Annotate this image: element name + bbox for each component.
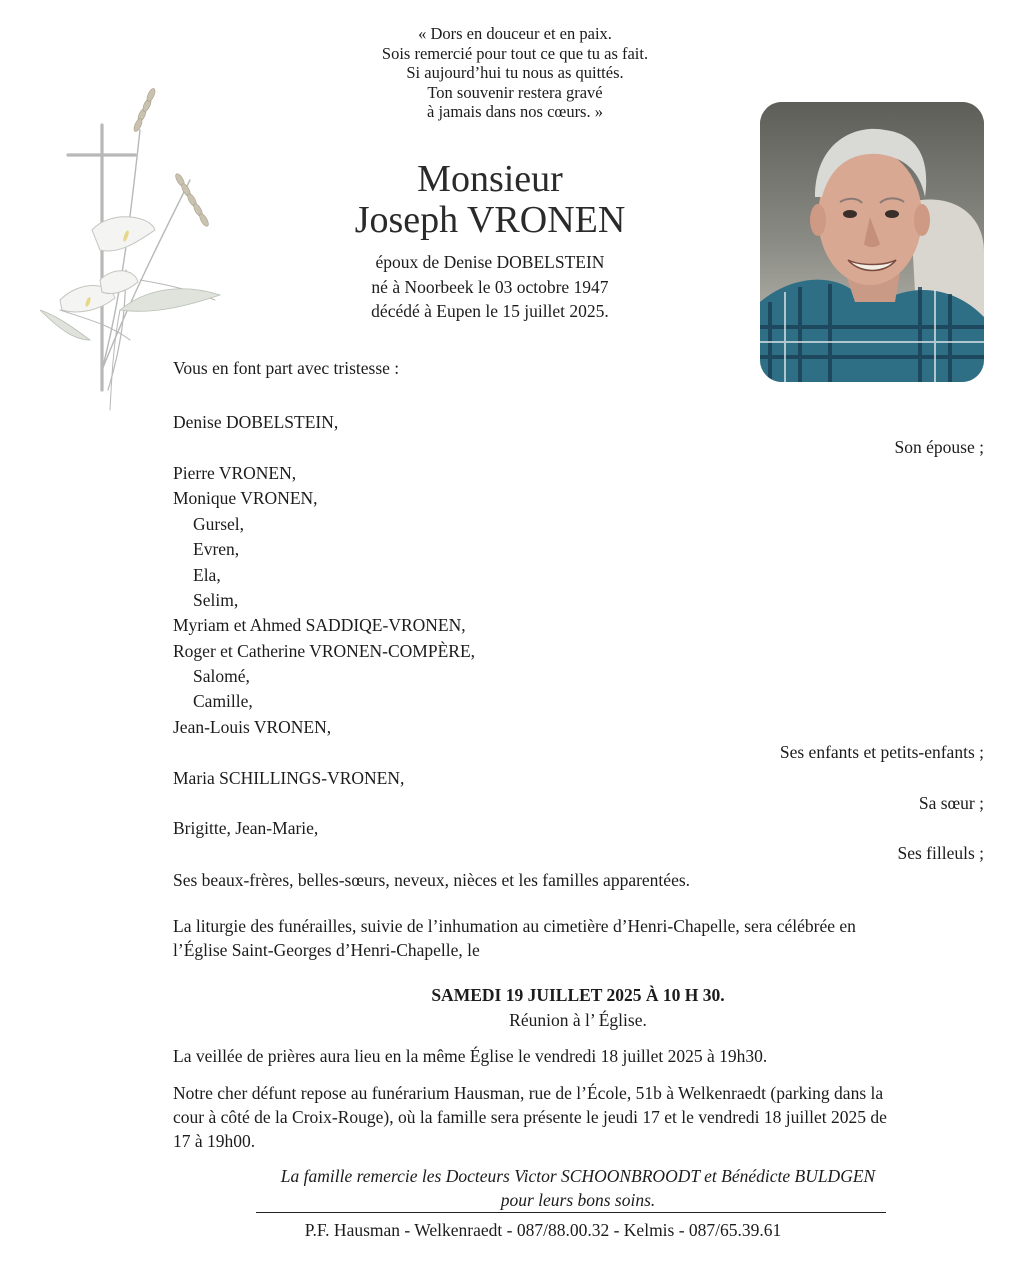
vigil-line: La veillée de prières aura lieu en la même Église le vendredi 18 juillet 2025 à 19h30. — [173, 1046, 768, 1066]
family-member: Myriam et Ahmed SADDIQE-VRONEN, — [173, 615, 466, 635]
children-role: Ses enfants et petits-enfants ; — [779, 742, 984, 762]
thanks-line: pour leurs bons soins. — [500, 1190, 656, 1210]
family-member: Gursel, — [193, 514, 245, 534]
poem-line: à jamais dans nos cœurs. » — [427, 102, 603, 122]
death-line: décédé à Eupen le 15 juillet 2025. — [371, 301, 609, 321]
family-member: Evren, — [193, 539, 240, 559]
portrait-photo — [760, 102, 984, 382]
footer-divider — [256, 1212, 886, 1213]
sister-role: Sa sœur ; — [918, 793, 984, 813]
family-member: Salomé, — [193, 666, 250, 686]
sister-name: Maria SCHILLINGS-VRONEN, — [173, 768, 405, 788]
vigil-text — [173, 1044, 983, 1068]
civility-title: Monsieur — [417, 158, 563, 200]
poem-line: « Dors en douceur et en paix. — [418, 24, 612, 43]
liturgy-line: La liturgie des funérailles, suivie de l’inhumation au cimetière d’Henri-Chapelle, sera célébrée en — [173, 916, 856, 936]
poem-line: Ton souvenir restera gravé — [427, 82, 603, 102]
rest-line: 17 à 19h00. — [173, 1131, 256, 1151]
spouse-name: Denise DOBELSTEIN, — [173, 412, 339, 432]
poem-line: Sois remercié pour tout ce que tu as fait. — [381, 43, 649, 63]
rest-line: cour à côté de la Croix-Rouge), où la famille sera présente le jeudi 17 et le vendredi 18 juillet 2025 de — [173, 1107, 887, 1127]
liturgy-paragraph — [173, 914, 983, 962]
godchildren-role: Ses filleuls ; — [897, 843, 984, 863]
portrait-image — [760, 102, 984, 382]
family-member: Monique VRONEN, — [173, 488, 318, 508]
birth-line: né à Noorbeek le 03 octobre 1947 — [371, 276, 609, 297]
family-member: Pierre VRONEN, — [173, 463, 297, 483]
poem — [300, 24, 730, 122]
family-member: Roger et Catherine VRONEN-COMPÈRE, — [173, 641, 476, 661]
deceased-info — [290, 250, 690, 324]
spouse-role: Son épouse ; — [894, 437, 984, 457]
family-member: Camille, — [193, 691, 253, 711]
poem-line: Si aujourd’hui tu nous as quittés. — [406, 63, 624, 83]
rest-line: Notre cher défunt repose au funérarium Hausman, rue de l’École, 51b à Welkenraedt (parking dans la — [173, 1083, 884, 1103]
funeral-date: SAMEDI 19 JUILLET 2025 À 10 H 30. — [431, 985, 725, 1005]
godchildren-names: Brigitte, Jean-Marie, — [173, 818, 319, 838]
deceased-name: Joseph VRONEN — [354, 199, 626, 241]
meeting-place: Réunion à l’ Église. — [509, 1010, 647, 1030]
thanks-line: La famille remercie les Docteurs Victor SCHOONBROODT et Bénédicte BULDGEN — [280, 1166, 876, 1186]
family-member: Selim, — [193, 590, 239, 610]
funeral-home-footer: P.F. Hausman - Welkenraedt - 087/88.00.32 - Kelmis - 087/65.39.61 — [304, 1220, 782, 1240]
rest-paragraph — [173, 1081, 983, 1153]
family-member: Ela, — [193, 565, 221, 585]
extended-family: Ses beaux-frères, belles-sœurs, neveux, nièces et les familles apparentées. — [173, 870, 691, 890]
liturgy-line: l’Église Saint-Georges d’Henri-Chapelle, le — [173, 940, 480, 960]
announce-text: Vous en font part avec tristesse : — [173, 358, 400, 378]
family-member: Jean-Louis VRONEN, — [173, 717, 332, 737]
spouse-line: époux de Denise DOBELSTEIN — [375, 252, 605, 272]
